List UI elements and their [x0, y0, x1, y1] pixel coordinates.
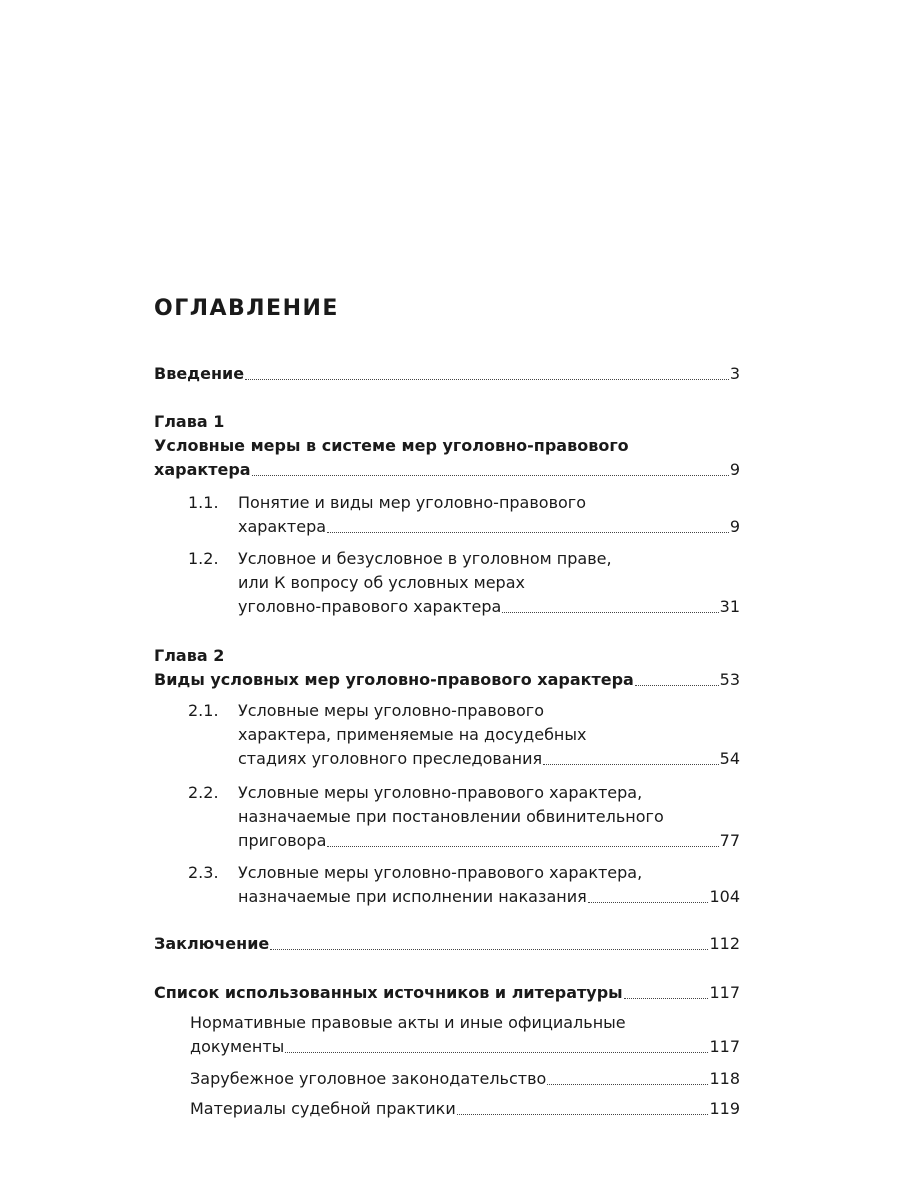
toc-page-number: 77 — [719, 831, 740, 850]
toc-page-number: 118 — [709, 1069, 740, 1088]
toc-entry-text: документы — [190, 1037, 285, 1056]
toc-entry-section-2-2[interactable] — [238, 830, 740, 852]
dot-leader — [635, 685, 719, 686]
dot-leader — [270, 949, 708, 950]
section-2-2-title-line: Условные меры уголовно-правового характера, — [238, 783, 643, 802]
toc-entry-sources-case-law[interactable] — [190, 1098, 740, 1120]
dot-leader — [624, 998, 709, 999]
section-1-1-title-line: Понятие и виды мер уголовно-правового — [238, 493, 586, 512]
toc-entry-text: назначаемые при исполнении наказания — [238, 887, 587, 906]
toc-page-number: 117 — [709, 983, 740, 1002]
toc-title: ОГЛАВЛЕНИЕ — [154, 296, 339, 321]
toc-entry-conclusion[interactable] — [154, 933, 740, 955]
toc-page-number: 112 — [709, 934, 740, 953]
dot-leader — [543, 764, 719, 765]
toc-entry-text: Виды условных мер уголовно-правового характера — [154, 670, 634, 689]
toc-page-number: 31 — [719, 597, 740, 616]
section-2-1-title-line: характера, применяемые на досудебных — [238, 725, 587, 744]
section-number: 2.3. — [188, 863, 219, 882]
toc-page-number: 117 — [709, 1037, 740, 1056]
dot-leader — [327, 846, 718, 847]
toc-entry-text: приговора — [238, 831, 327, 850]
toc-entry-text: Зарубежное уголовное законодательство — [190, 1069, 547, 1088]
section-number: 2.2. — [188, 783, 219, 802]
chapter-2-label: Глава 2 — [154, 646, 225, 665]
toc-entry-intro[interactable] — [154, 363, 740, 385]
toc-page-number: 119 — [709, 1099, 740, 1118]
chapter-1-title-line: Условные меры в системе мер уголовно-правового — [154, 436, 629, 455]
toc-entry-section-1-1[interactable] — [238, 516, 740, 538]
section-number: 2.1. — [188, 701, 219, 720]
toc-page-number: 53 — [719, 670, 740, 689]
toc-entry-section-2-3[interactable] — [238, 886, 740, 908]
section-number: 1.2. — [188, 549, 219, 568]
dot-leader — [547, 1084, 708, 1085]
toc-entry-chapter-1[interactable] — [154, 459, 740, 481]
toc-entry-sources-foreign-law[interactable] — [190, 1068, 740, 1090]
dot-leader — [285, 1052, 708, 1053]
toc-entry-text: Заключение — [154, 934, 270, 953]
toc-page-number: 9 — [729, 517, 740, 536]
section-1-2-title-line: Условное и безусловное в уголовном праве, — [238, 549, 612, 568]
toc-page-number: 104 — [709, 887, 740, 906]
toc-entry-text: Список использованных источников и литературы — [154, 983, 623, 1002]
toc-entry-sources[interactable] — [154, 982, 740, 1004]
section-2-2-title-line: назначаемые при постановлении обвинительного — [238, 807, 664, 826]
sources-subsection-title-line: Нормативные правовые акты и иные официальные — [190, 1013, 626, 1032]
toc-entry-text: уголовно-правового характера — [238, 597, 502, 616]
toc-page-number: 54 — [719, 749, 740, 768]
toc-entry-section-1-2[interactable] — [238, 596, 740, 618]
section-number: 1.1. — [188, 493, 219, 512]
toc-entry-chapter-2[interactable] — [154, 669, 740, 691]
dot-leader — [457, 1114, 709, 1115]
section-1-2-title-line: или К вопросу об условных мерах — [238, 573, 525, 592]
dot-leader — [252, 475, 729, 476]
chapter-1-label: Глава 1 — [154, 412, 225, 431]
dot-leader — [327, 532, 729, 533]
section-2-1-title-line: Условные меры уголовно-правового — [238, 701, 544, 720]
section-2-3-title-line: Условные меры уголовно-правового характера, — [238, 863, 643, 882]
dot-leader — [245, 379, 729, 380]
toc-entry-section-2-1[interactable] — [238, 748, 740, 770]
toc-entry-text: характера — [154, 460, 251, 479]
toc-entry-text: характера — [238, 517, 327, 536]
dot-leader — [502, 612, 718, 613]
toc-entry-sources-legal-acts[interactable] — [190, 1036, 740, 1058]
toc-entry-text: Материалы судебной практики — [190, 1099, 456, 1118]
toc-page-number: 9 — [729, 460, 740, 479]
toc-page-number: 3 — [729, 364, 740, 383]
dot-leader — [588, 902, 709, 903]
toc-entry-text: Введение — [154, 364, 245, 383]
toc-entry-text: стадиях уголовного преследования — [238, 749, 543, 768]
